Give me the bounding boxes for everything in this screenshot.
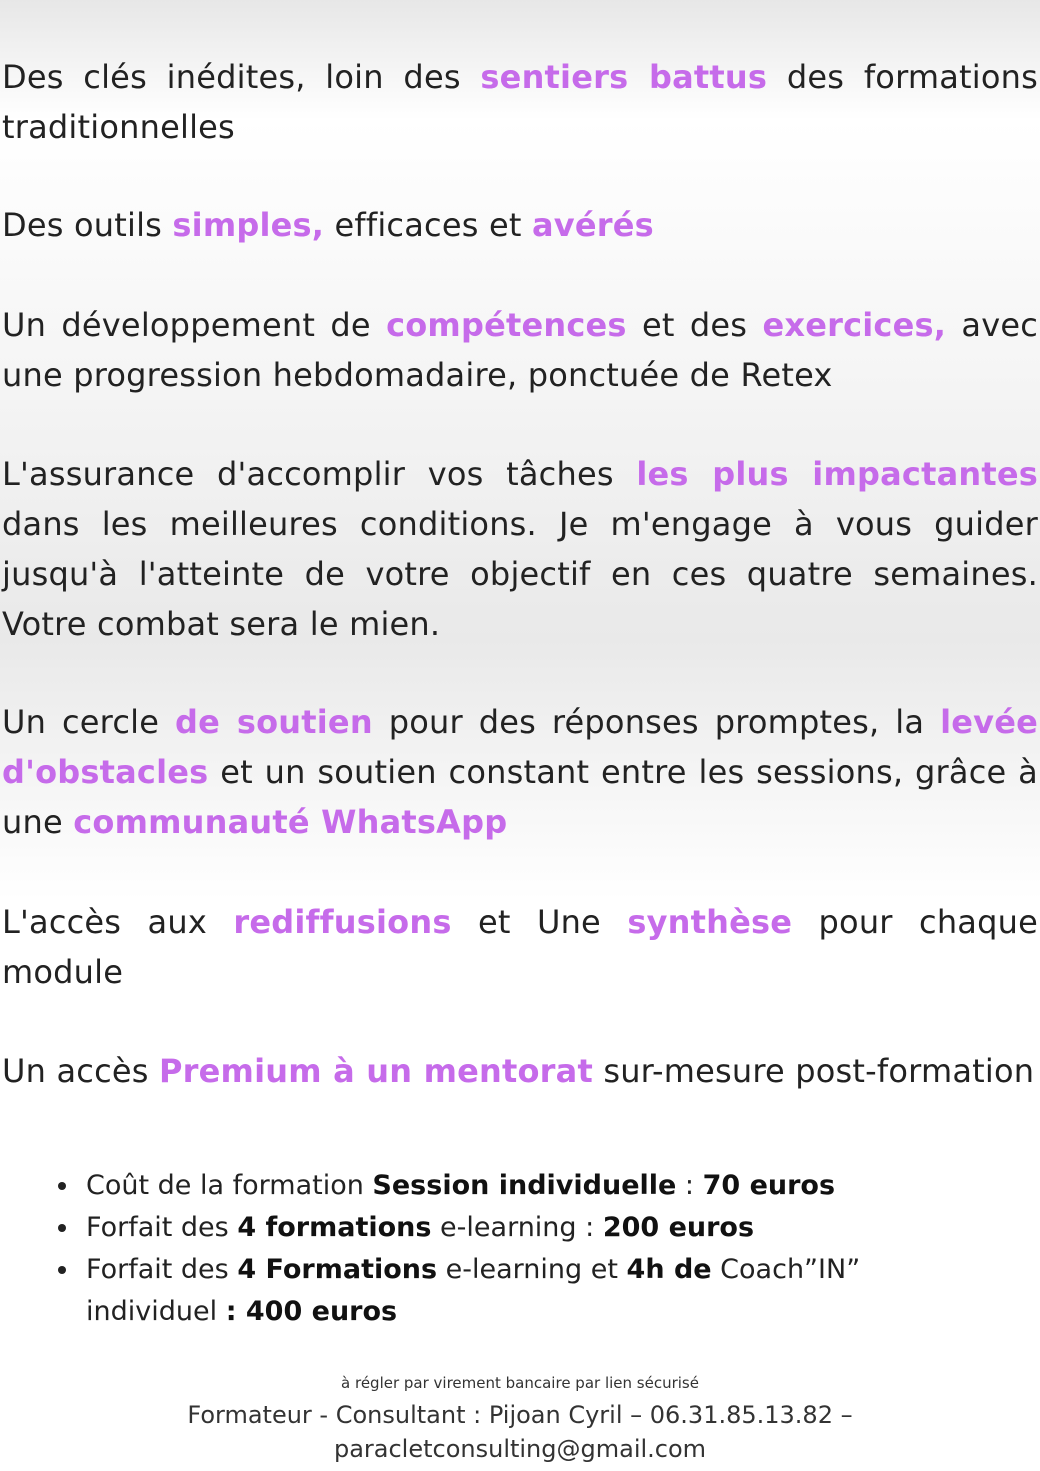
benefit-paragraph-replays xyxy=(2,897,1038,997)
benefit-paragraph-skills xyxy=(2,300,1038,400)
highlight-text: exercices, xyxy=(762,306,947,344)
paragraph-text: Des outils xyxy=(2,206,173,244)
bullet-icon xyxy=(58,1224,66,1232)
benefit-paragraph-mentoring xyxy=(2,1046,1038,1096)
contact-info: Formateur - Consultant : Pijoan Cyril – 06.31.85.13.82 – paracletconsulting@gmail.com xyxy=(187,1401,853,1463)
highlight-text: simples, xyxy=(172,206,325,244)
benefit-paragraph-keys xyxy=(2,52,1038,152)
pricing-text: e-learning : xyxy=(431,1212,603,1243)
highlight-text: de soutien xyxy=(174,703,373,741)
paragraph-text: Des clés inédites, loin des xyxy=(2,58,481,96)
pricing-item-individual xyxy=(48,1165,948,1207)
pricing-text: Coût de la formation xyxy=(86,1170,373,1201)
highlight-text: synthèse xyxy=(627,903,793,941)
pricing-item-elearning xyxy=(48,1207,948,1249)
bullet-icon xyxy=(58,1182,66,1190)
paragraph-text: pour chaque module xyxy=(2,903,1038,991)
paragraph-text: dans les meilleures conditions. Je m'engage à vous guider jusqu'à l'atteinte de votre objectif en ces quatre semaines. Votre combat sera le mien. xyxy=(2,505,1038,643)
pricing-text: Forfait des xyxy=(86,1254,238,1285)
paragraph-text: Un accès xyxy=(2,1052,160,1090)
pricing-text: : xyxy=(676,1170,703,1201)
highlight-text: rediffusions xyxy=(233,903,452,941)
pricing-price: : 400 euros xyxy=(225,1296,398,1327)
paragraph-text: L'assurance d'accomplir vos tâches xyxy=(2,455,637,493)
paragraph-text: et un soutien constant entre les sessions, grâce à une xyxy=(2,753,1038,841)
highlight-text: sentiers battus xyxy=(480,58,768,96)
highlight-text: levée d'obstacles xyxy=(2,703,1039,791)
highlight-text: communauté WhatsApp xyxy=(73,803,508,841)
highlight-text: avérés xyxy=(531,206,654,244)
pricing-bold: Session individuelle xyxy=(372,1170,677,1201)
payment-note: à régler par virement bancaire par lien sécurisé xyxy=(341,1374,699,1392)
pricing-list xyxy=(48,1165,948,1333)
benefit-paragraph-support xyxy=(2,697,1038,847)
pricing-item-coaching xyxy=(48,1249,948,1333)
paragraph-text: pour des réponses promptes, la xyxy=(372,703,941,741)
highlight-text: compétences xyxy=(386,306,627,344)
pricing-bold: 4 Formations xyxy=(237,1254,438,1285)
benefit-paragraph-tools xyxy=(2,200,1038,250)
paragraph-text: avec une progression hebdomadaire, ponctuée de Retex xyxy=(2,306,1039,394)
paragraph-text: L'accès aux xyxy=(2,903,234,941)
highlight-text: les plus impactantes xyxy=(636,455,1039,493)
paragraph-text: et Une xyxy=(451,903,628,941)
paragraph-text: des formations traditionnelles xyxy=(2,58,1039,146)
benefit-paragraph-assurance xyxy=(2,449,1038,649)
bullet-icon xyxy=(58,1266,66,1274)
paragraph-text: et des xyxy=(626,306,763,344)
pricing-price: 70 euros xyxy=(702,1170,836,1201)
pricing-bold: 4h de xyxy=(626,1254,712,1285)
paragraph-text: Un développement de xyxy=(2,306,387,344)
paragraph-text: efficaces et xyxy=(324,206,532,244)
highlight-text: Premium à un mentorat xyxy=(159,1052,593,1090)
pricing-text: Forfait des xyxy=(86,1212,238,1243)
pricing-price: 200 euros xyxy=(602,1212,755,1243)
paragraph-text: sur-mesure post-formation xyxy=(592,1052,1035,1090)
pricing-text: Coach”IN” individuel xyxy=(86,1254,861,1327)
pricing-text: e-learning et xyxy=(437,1254,627,1285)
paragraph-text: Un cercle xyxy=(2,703,175,741)
pricing-bold: 4 formations xyxy=(237,1212,432,1243)
